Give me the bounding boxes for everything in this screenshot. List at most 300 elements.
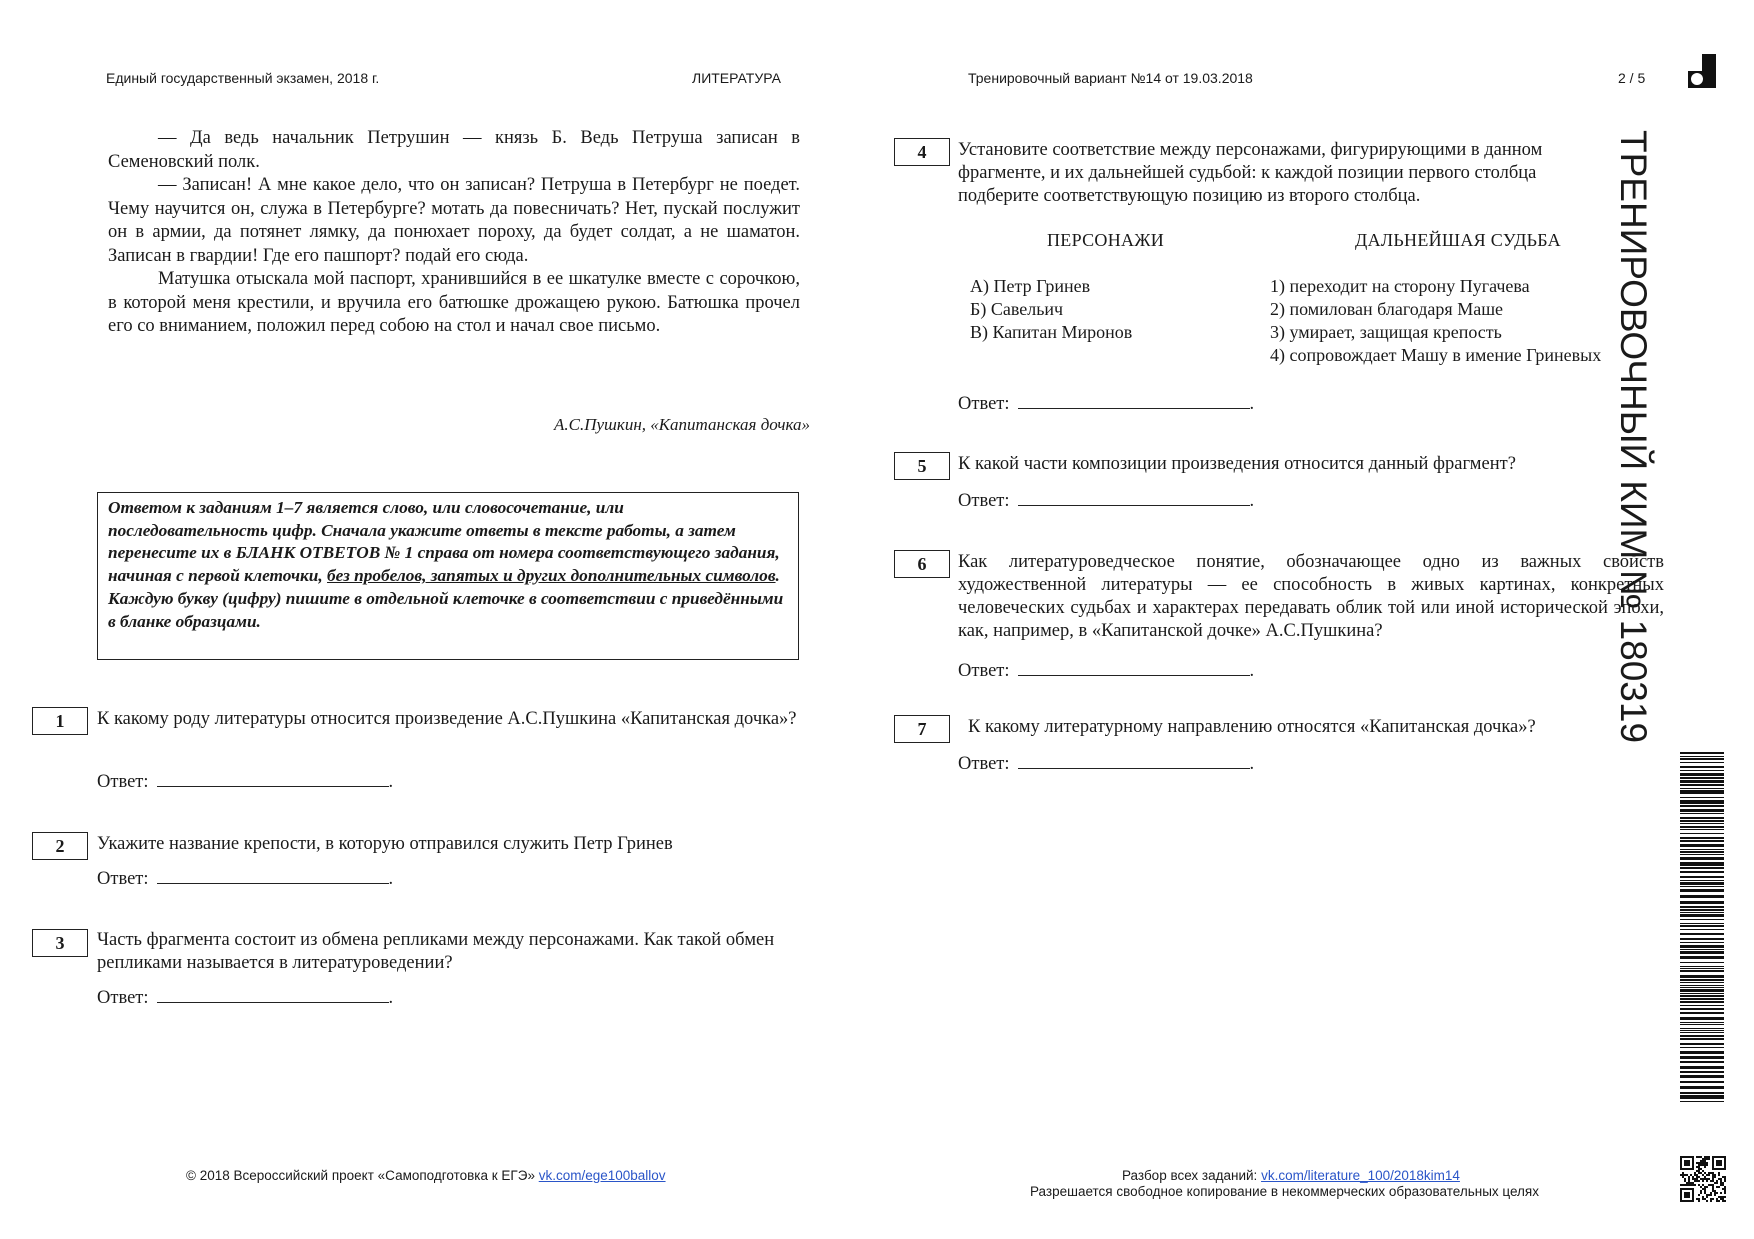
- qr-module: [1690, 1174, 1692, 1176]
- qr-module: [1718, 1160, 1720, 1162]
- barcode-bar: [1680, 762, 1724, 763]
- header-subject: ЛИТЕРАТУРА: [692, 70, 781, 86]
- qr-module: [1692, 1184, 1694, 1186]
- qr-module: [1684, 1188, 1686, 1190]
- barcode-bar: [1680, 989, 1724, 992]
- barcode-bar: [1680, 909, 1724, 911]
- passage-paragraph: — Да ведь начальник Петрушин — князь Б. Ведь Петруша записан в Семеновский полк.: [108, 128, 800, 172]
- qr-module: [1716, 1160, 1718, 1162]
- qr-module: [1724, 1160, 1726, 1162]
- barcode-bar: [1680, 886, 1724, 887]
- question-number-box: 2: [32, 832, 88, 860]
- qr-module: [1698, 1170, 1700, 1172]
- qr-module: [1714, 1190, 1716, 1192]
- qr-module: [1724, 1190, 1726, 1192]
- qr-module: [1704, 1198, 1706, 1200]
- barcode-bar: [1680, 1030, 1724, 1031]
- answer-field[interactable]: [97, 984, 393, 1009]
- qr-module: [1686, 1196, 1688, 1198]
- qr-module: [1720, 1164, 1722, 1166]
- qr-module: [1682, 1184, 1684, 1186]
- qr-module: [1698, 1194, 1700, 1196]
- character-item: А) Петр Гринев: [970, 276, 1091, 296]
- answer-field[interactable]: [958, 657, 1254, 682]
- qr-module: [1692, 1200, 1694, 1202]
- answer-line[interactable]: [1018, 487, 1250, 506]
- qr-module: [1682, 1200, 1684, 1202]
- fate-item: 4) сопровождает Машу в имение Гриневых: [1270, 345, 1602, 365]
- answer-end: .: [1249, 394, 1255, 414]
- qr-module: [1724, 1178, 1726, 1180]
- qr-module: [1688, 1182, 1690, 1184]
- barcode-bar: [1680, 901, 1724, 904]
- qr-module: [1702, 1170, 1704, 1172]
- qr-module: [1704, 1176, 1706, 1178]
- qr-module: [1712, 1166, 1714, 1168]
- qr-module: [1712, 1180, 1714, 1182]
- qr-module: [1704, 1186, 1706, 1188]
- barcode-bar: [1680, 1061, 1724, 1063]
- barcode-bar: [1680, 1012, 1724, 1014]
- qr-module: [1722, 1176, 1724, 1178]
- qr-module: [1698, 1176, 1700, 1178]
- qr-module: [1684, 1196, 1686, 1198]
- barcode-bar: [1680, 1028, 1724, 1029]
- qr-module: [1706, 1186, 1708, 1188]
- barcode-bar: [1680, 1038, 1724, 1040]
- answer-line[interactable]: [157, 768, 389, 787]
- qr-module: [1692, 1156, 1694, 1158]
- barcode-bar: [1680, 982, 1724, 983]
- answer-line[interactable]: [1018, 750, 1250, 769]
- barcode-bar: [1680, 929, 1724, 930]
- question-number-box: 5: [894, 452, 950, 480]
- qr-module: [1688, 1168, 1690, 1170]
- barcode-bar: [1680, 1081, 1724, 1083]
- barcode-bar: [1680, 923, 1724, 924]
- question-number-box: 7: [894, 715, 950, 743]
- qr-module: [1722, 1188, 1724, 1190]
- qr-module: [1684, 1162, 1686, 1164]
- answer-line[interactable]: [157, 865, 389, 884]
- question-number-box: 4: [894, 138, 950, 166]
- answer-label: Ответ:: [958, 661, 1010, 681]
- barcode-bar: [1680, 938, 1724, 940]
- barcode-bar: [1680, 895, 1724, 898]
- answer-field[interactable]: [958, 750, 1254, 775]
- barcode-bar: [1680, 1017, 1724, 1020]
- footer-right-link[interactable]: vk.com/literature_100/2018kim14: [1261, 1168, 1460, 1183]
- passage-paragraph: Матушка отыскала мой паспорт, хранившийся в ее шкатулке вместе с сорочкою, в которой меня крестили, и вручила его батюшке дрожащею рукою. Батюшка прочел его со вниманием, положил перед собою на стол и начал свое письмо.: [108, 269, 800, 336]
- barcode-bar: [1680, 949, 1724, 950]
- barcode-bar: [1680, 985, 1724, 986]
- barcode-bar: [1680, 1071, 1724, 1073]
- qr-module: [1680, 1200, 1682, 1202]
- qr-module: [1694, 1178, 1696, 1180]
- qr-module: [1712, 1184, 1714, 1186]
- qr-module: [1718, 1164, 1720, 1166]
- qr-module: [1686, 1162, 1688, 1164]
- barcode-bar: [1680, 933, 1724, 935]
- qr-module: [1680, 1184, 1682, 1186]
- answer-end: .: [388, 869, 394, 889]
- answer-field[interactable]: [97, 865, 393, 890]
- fate-item: 3) умирает, защищая крепость: [1270, 322, 1502, 342]
- qr-module: [1696, 1162, 1698, 1164]
- qr-module: [1710, 1200, 1712, 1202]
- answer-end: .: [1249, 661, 1255, 681]
- qr-module: [1724, 1196, 1726, 1198]
- barcode-bar: [1680, 784, 1724, 786]
- barcode-bar: [1680, 1066, 1724, 1069]
- qr-module: [1684, 1180, 1686, 1182]
- barcode-bar: [1680, 1035, 1724, 1037]
- answer-line[interactable]: [1018, 390, 1250, 409]
- qr-module: [1680, 1158, 1682, 1160]
- qr-module: [1708, 1194, 1710, 1196]
- qr-module: [1688, 1196, 1690, 1198]
- barcode-bar: [1680, 797, 1724, 798]
- qr-module: [1690, 1184, 1692, 1186]
- qr-module: [1712, 1188, 1714, 1190]
- qr-module: [1698, 1162, 1700, 1164]
- qr-module: [1698, 1164, 1700, 1166]
- barcode-bar: [1680, 867, 1724, 869]
- qr-module: [1716, 1182, 1718, 1184]
- barcode-bar: [1680, 925, 1724, 927]
- qr-module: [1682, 1156, 1684, 1158]
- answer-field[interactable]: [958, 390, 1254, 415]
- qr-module: [1718, 1186, 1720, 1188]
- qr-module: [1714, 1176, 1716, 1178]
- qr-module: [1702, 1188, 1704, 1190]
- qr-module: [1682, 1174, 1684, 1176]
- qr-module: [1706, 1178, 1708, 1180]
- question-text: К какой части композиции произведения относится данный фрагмент?: [958, 454, 1516, 474]
- qr-module: [1706, 1162, 1708, 1164]
- qr-module: [1700, 1156, 1702, 1158]
- question-text: Укажите название крепости, в которую отправился служить Петр Гринев: [97, 834, 673, 854]
- qr-module: [1720, 1196, 1722, 1198]
- qr-module: [1696, 1198, 1698, 1200]
- qr-module: [1710, 1194, 1712, 1196]
- qr-module: [1680, 1194, 1682, 1196]
- barcode-bar: [1680, 993, 1724, 994]
- qr-module: [1692, 1188, 1694, 1190]
- barcode-bar: [1680, 979, 1724, 981]
- qr-module: [1712, 1186, 1714, 1188]
- barcode-bar: [1680, 854, 1724, 855]
- barcode-bar: [1680, 1056, 1724, 1059]
- qr-module: [1680, 1166, 1682, 1168]
- question-number-box: 6: [894, 550, 950, 578]
- qr-module: [1684, 1164, 1686, 1166]
- qr-module: [1692, 1196, 1694, 1198]
- qr-module: [1684, 1194, 1686, 1196]
- qr-module: [1680, 1188, 1682, 1190]
- qr-module: [1690, 1168, 1692, 1170]
- barcode-bar: [1680, 770, 1724, 771]
- qr-module: [1692, 1198, 1694, 1200]
- qr-module: [1696, 1178, 1698, 1180]
- answer-end: .: [388, 772, 394, 792]
- qr-module: [1718, 1172, 1720, 1174]
- qr-module: [1682, 1188, 1684, 1190]
- qr-module: [1722, 1198, 1724, 1200]
- qr-module: [1712, 1160, 1714, 1162]
- qr-module: [1698, 1166, 1700, 1168]
- answer-label: Ответ:: [97, 988, 149, 1008]
- qr-module: [1686, 1164, 1688, 1166]
- barcode-bar: [1680, 912, 1724, 913]
- barcode-bar: [1680, 840, 1724, 842]
- qr-module: [1722, 1200, 1724, 1202]
- qr-module: [1682, 1172, 1684, 1174]
- footer-license: Разрешается свободное копирование в некоммерческих образовательных целях: [1030, 1184, 1539, 1199]
- qr-module: [1710, 1184, 1712, 1186]
- header-exam-title: Единый государственный экзамен, 2018 г.: [106, 70, 380, 86]
- answer-field[interactable]: [97, 768, 393, 793]
- instructions-box: [97, 492, 799, 660]
- qr-module: [1706, 1200, 1708, 1202]
- barcode-bar: [1680, 813, 1724, 814]
- qr-module: [1702, 1196, 1704, 1198]
- qr-module: [1722, 1196, 1724, 1198]
- qr-module: [1724, 1168, 1726, 1170]
- qr-module: [1694, 1184, 1696, 1186]
- barcode-bar: [1680, 970, 1724, 972]
- qr-module: [1722, 1156, 1724, 1158]
- header-variant: Тренировочный вариант №14 от 19.03.2018: [968, 70, 1253, 86]
- qr-module: [1714, 1182, 1716, 1184]
- qr-module: [1686, 1182, 1688, 1184]
- qr-module: [1724, 1200, 1726, 1202]
- qr-module: [1688, 1188, 1690, 1190]
- qr-module: [1686, 1200, 1688, 1202]
- barcode-bar: [1680, 780, 1724, 783]
- qr-module: [1712, 1158, 1714, 1160]
- qr-module: [1680, 1168, 1682, 1170]
- qr-module: [1720, 1168, 1722, 1170]
- qr-module: [1704, 1166, 1706, 1168]
- qr-module: [1692, 1158, 1694, 1160]
- qr-module: [1694, 1180, 1696, 1182]
- qr-module: [1692, 1176, 1694, 1178]
- corner-marker-icon: [1688, 54, 1716, 88]
- answer-label: Ответ:: [958, 394, 1010, 414]
- qr-module: [1712, 1176, 1714, 1178]
- qr-module: [1722, 1184, 1724, 1186]
- barcode-bar: [1680, 756, 1724, 757]
- barcode-bar: [1680, 1092, 1724, 1094]
- barcode-bar: [1680, 758, 1724, 760]
- barcode-bar: [1680, 809, 1724, 812]
- qr-module: [1684, 1168, 1686, 1170]
- side-title: ТРЕНИРОВОЧНЫЙ КИМ № 180319: [1613, 130, 1654, 744]
- instructions-underlined: без пробелов, запятых и других дополнительных символов: [327, 566, 776, 586]
- question-number-box: 3: [32, 929, 88, 957]
- qr-module: [1680, 1198, 1682, 1200]
- barcode-bar: [1680, 1075, 1724, 1078]
- fate-item: 2) помилован благодаря Маше: [1270, 299, 1504, 319]
- qr-module: [1700, 1164, 1702, 1166]
- qr-module: [1714, 1174, 1716, 1176]
- qr-module: [1698, 1180, 1700, 1182]
- qr-module: [1724, 1162, 1726, 1164]
- qr-module: [1712, 1174, 1714, 1176]
- qr-module: [1710, 1180, 1712, 1182]
- qr-module: [1704, 1160, 1706, 1162]
- qr-module: [1708, 1184, 1710, 1186]
- qr-module: [1706, 1196, 1708, 1198]
- qr-module: [1724, 1158, 1726, 1160]
- barcode-bar: [1680, 752, 1724, 754]
- qr-module: [1686, 1156, 1688, 1158]
- qr-module: [1684, 1184, 1686, 1186]
- question-text: К какому роду литературы относится произведение А.С.Пушкина «Капитанская дочка»?: [97, 709, 797, 729]
- answer-line[interactable]: [1018, 657, 1250, 676]
- qr-module: [1720, 1182, 1722, 1184]
- qr-module: [1700, 1192, 1702, 1194]
- qr-module: [1718, 1156, 1720, 1158]
- barcode-bar: [1680, 871, 1724, 873]
- barcode-bar: [1680, 1008, 1724, 1010]
- qr-module: [1716, 1186, 1718, 1188]
- question-text: Часть фрагмента состоит из обмена репликами между персонажами. Как такой обмен репликами называется в литературоведении?: [97, 930, 775, 973]
- barcode-bar: [1680, 851, 1724, 853]
- qr-module: [1694, 1172, 1696, 1174]
- barcode-bar: [1680, 777, 1724, 779]
- barcode-bar: [1680, 880, 1724, 881]
- barcode-bar: [1680, 790, 1724, 794]
- qr-module: [1702, 1178, 1704, 1180]
- barcode-bar: [1680, 995, 1724, 997]
- qr-module: [1686, 1168, 1688, 1170]
- qr-module: [1704, 1190, 1706, 1192]
- barcode-bar: [1680, 844, 1724, 847]
- qr-module: [1724, 1176, 1726, 1178]
- barcode-bar: [1680, 945, 1724, 948]
- qr-module: [1718, 1168, 1720, 1170]
- barcode-bar: [1680, 857, 1724, 860]
- qr-module: [1704, 1172, 1706, 1174]
- barcode-bar: [1680, 829, 1724, 830]
- barcode-bar: [1680, 1005, 1724, 1006]
- qr-module: [1718, 1162, 1720, 1164]
- qr-module: [1714, 1192, 1716, 1194]
- qr-module: [1702, 1174, 1704, 1176]
- qr-module: [1690, 1182, 1692, 1184]
- qr-module: [1716, 1168, 1718, 1170]
- qr-module: [1682, 1168, 1684, 1170]
- qr-module: [1716, 1192, 1718, 1194]
- qr-module: [1688, 1162, 1690, 1164]
- barcode-bar: [1680, 1101, 1724, 1102]
- qr-module: [1688, 1164, 1690, 1166]
- footer-left-link[interactable]: vk.com/ege100ballov: [538, 1168, 666, 1183]
- character-item: Б) Савельич: [970, 299, 1064, 319]
- answer-end: .: [1249, 754, 1255, 774]
- qr-module: [1708, 1156, 1710, 1158]
- barcode-bar: [1680, 1022, 1724, 1023]
- barcode-bar: [1680, 956, 1724, 959]
- qr-code: [1680, 1156, 1726, 1202]
- answer-line[interactable]: [157, 984, 389, 1003]
- qr-module: [1706, 1164, 1708, 1166]
- qr-module: [1704, 1162, 1706, 1164]
- qr-module: [1712, 1156, 1714, 1158]
- qr-module: [1710, 1198, 1712, 1200]
- qr-module: [1712, 1198, 1714, 1200]
- qr-module: [1724, 1192, 1726, 1194]
- qr-module: [1718, 1200, 1720, 1202]
- qr-module: [1724, 1180, 1726, 1182]
- qr-module: [1710, 1172, 1712, 1174]
- qr-module: [1690, 1188, 1692, 1190]
- qr-module: [1680, 1164, 1682, 1166]
- qr-module: [1704, 1158, 1706, 1160]
- qr-module: [1688, 1178, 1690, 1180]
- qr-module: [1688, 1200, 1690, 1202]
- qr-module: [1720, 1162, 1722, 1164]
- qr-module: [1684, 1174, 1686, 1176]
- qr-module: [1706, 1156, 1708, 1158]
- answer-field[interactable]: [958, 487, 1254, 512]
- matching-characters: [970, 275, 1132, 344]
- qr-module: [1716, 1200, 1718, 1202]
- barcode-bar: [1680, 862, 1724, 866]
- barcode-bar: [1680, 820, 1724, 822]
- qr-module: [1712, 1164, 1714, 1166]
- qr-module: [1680, 1174, 1682, 1176]
- qr-module: [1684, 1192, 1686, 1194]
- barcode-bar: [1680, 966, 1724, 967]
- barcode-bar: [1680, 788, 1724, 789]
- qr-module: [1716, 1164, 1718, 1166]
- qr-module: [1692, 1164, 1694, 1166]
- qr-module: [1702, 1198, 1704, 1200]
- qr-module: [1698, 1198, 1700, 1200]
- matching-fates: [1270, 275, 1601, 367]
- qr-module: [1704, 1164, 1706, 1166]
- qr-module: [1704, 1156, 1706, 1158]
- qr-module: [1708, 1172, 1710, 1174]
- barcode-bar: [1680, 1032, 1724, 1033]
- qr-module: [1706, 1158, 1708, 1160]
- qr-module: [1688, 1176, 1690, 1178]
- qr-module: [1706, 1194, 1708, 1196]
- qr-module: [1700, 1160, 1702, 1162]
- qr-module: [1688, 1180, 1690, 1182]
- qr-module: [1682, 1176, 1684, 1178]
- qr-module: [1680, 1160, 1682, 1162]
- barcode-bar: [1680, 876, 1724, 878]
- barcode-bar: [1680, 817, 1724, 819]
- footer-copyright: © 2018 Всероссийский проект «Самоподготовка к ЕГЭ»: [186, 1168, 539, 1183]
- qr-module: [1692, 1194, 1694, 1196]
- qr-module: [1686, 1194, 1688, 1196]
- fate-item: 1) переходит на сторону Пугачева: [1270, 276, 1530, 296]
- qr-module: [1718, 1196, 1720, 1198]
- qr-module: [1696, 1170, 1698, 1172]
- qr-module: [1698, 1168, 1700, 1170]
- barcode-bar: [1680, 987, 1724, 988]
- qr-module: [1686, 1192, 1688, 1194]
- qr-module: [1686, 1160, 1688, 1162]
- qr-module: [1692, 1162, 1694, 1164]
- qr-module: [1706, 1174, 1708, 1176]
- qr-module: [1684, 1156, 1686, 1158]
